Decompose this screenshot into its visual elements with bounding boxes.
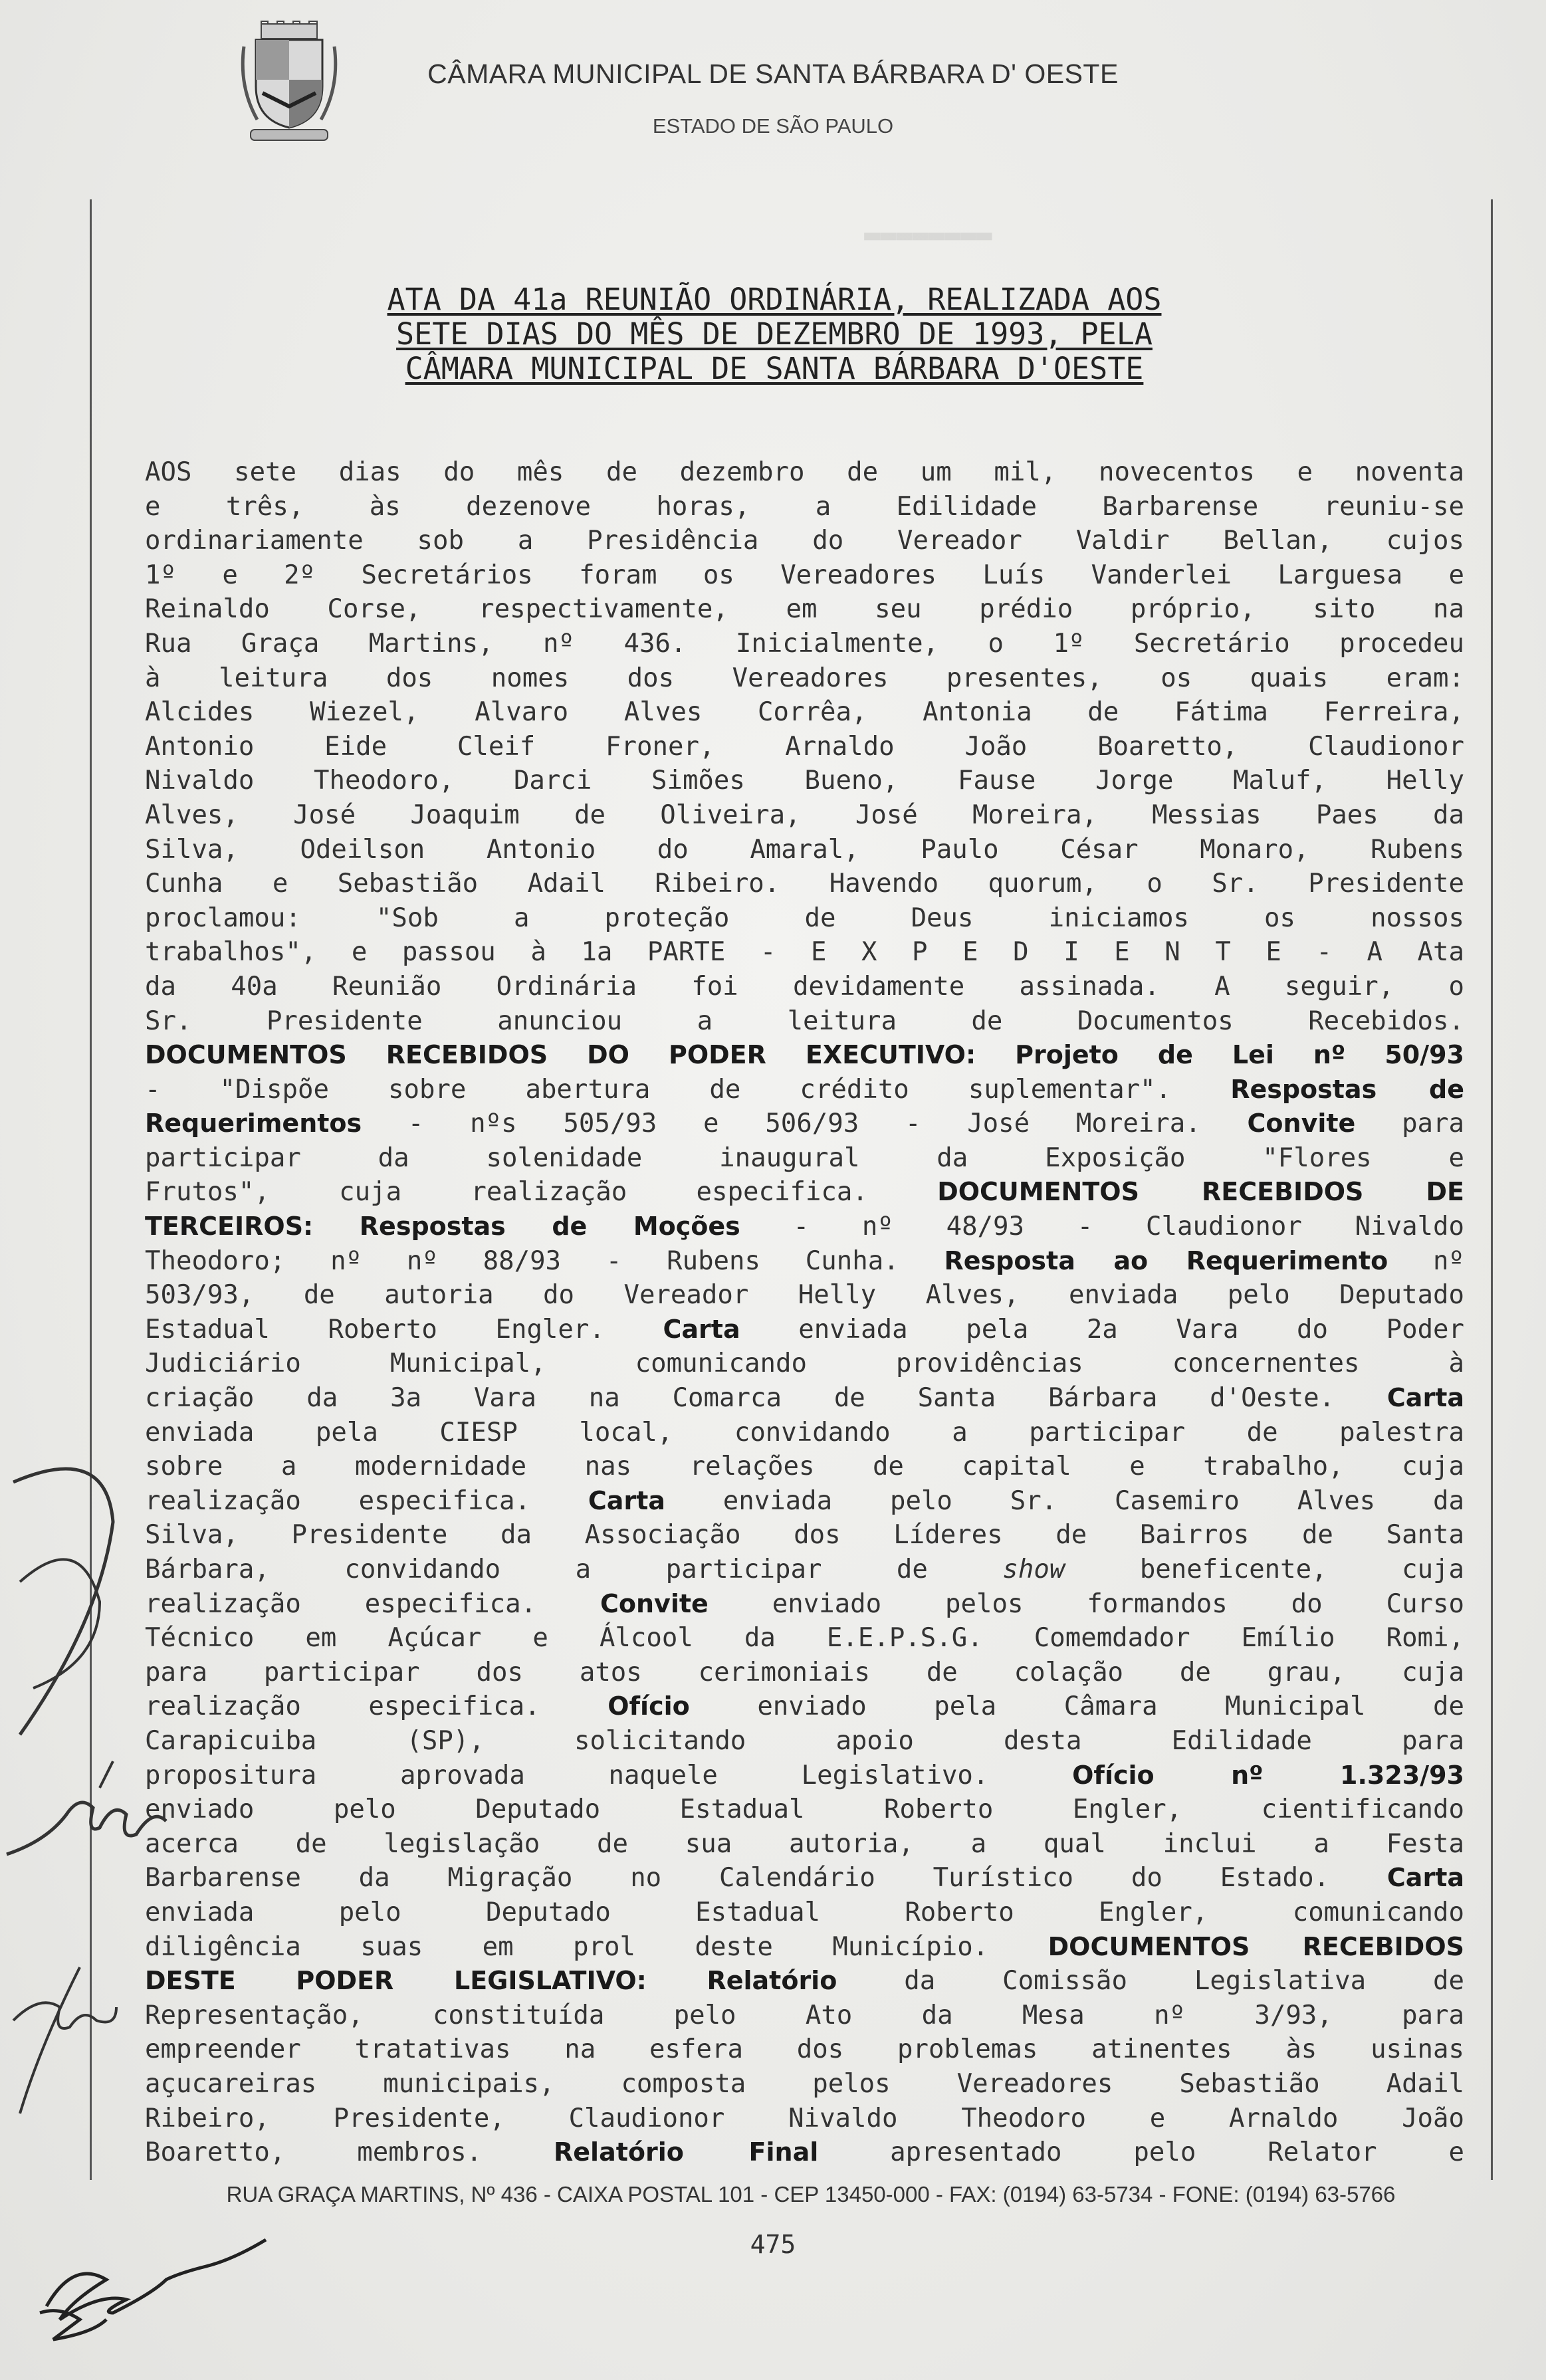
text-segment: Judiciário Municipal, comunicando providências concernentes à: [145, 1349, 1464, 1379]
body-line: [145, 1278, 1464, 1313]
text-segment: criação da 3a Vara na Comarca de Santa Bárbara d'Oeste.: [145, 1383, 1387, 1414]
body-line: [145, 1073, 1464, 1107]
bold-text: Carta: [1386, 1863, 1464, 1893]
body-line: [145, 1484, 1464, 1519]
text-segment: realização especifica.: [145, 1588, 600, 1619]
body-line: [145, 695, 1464, 730]
text-segment: empreender tratativas na esfera dos problemas atinentes às usinas: [145, 2034, 1464, 2065]
body-line: [145, 1930, 1464, 1965]
body-line: [145, 935, 1464, 970]
text-segment: à leitura dos nomes dos Vereadores presentes, os quais eram:: [145, 663, 1464, 693]
bold-text: DOCUMENTOS RECEBIDOS DE: [937, 1177, 1464, 1207]
body-line: [145, 592, 1464, 627]
body-line: [145, 1861, 1464, 1895]
text-segment: - nºs 505/93 e 506/93 - José Moreira.: [362, 1109, 1248, 1139]
body-line: [145, 2135, 1464, 2170]
text-segment: Sr. Presidente anunciou a leitura de Documentos Recebidos.: [145, 1006, 1464, 1036]
text-segment: 503/93, de autoria do Vereador Helly Alves, enviada pelo Deputado: [145, 1280, 1464, 1311]
body-line: [145, 1347, 1464, 1381]
bold-text: Carta: [663, 1314, 740, 1344]
footer-address: RUA GRAÇA MARTINS, Nº 436 - CAIXA POSTAL 101 - CEP 13450-000 - FAX: (0194) 63-5734 - FONE: (0194) 63-5766: [226, 2182, 1396, 2207]
body-line: [145, 1107, 1464, 1141]
text-segment: Silva, Presidente da Associação dos Líderes de Bairros de Santa: [145, 1520, 1464, 1551]
text-segment: Silva, Odeilson Antonio do Amaral, Paulo César Monaro, Rubens: [145, 834, 1464, 865]
body-line: [145, 661, 1464, 696]
body-line: [145, 524, 1464, 558]
body-line: [145, 1553, 1464, 1587]
body-line: [145, 764, 1464, 798]
text-segment: - "Dispõe sobre abertura de crédito suplementar".: [145, 1074, 1231, 1105]
body-line: [145, 1210, 1464, 1244]
body-line: [145, 2067, 1464, 2102]
text-segment: - nº 48/93 - Claudionor Nivaldo: [740, 1212, 1464, 1242]
text-segment: enviado pelos formandos do Curso: [708, 1588, 1464, 1619]
text-segment: para: [1355, 1109, 1464, 1139]
text-segment: beneficente, cuja: [1065, 1555, 1464, 1584]
body-line: [145, 1621, 1464, 1656]
bold-text: DESTE PODER LEGISLATIVO: Relatório: [145, 1966, 837, 1996]
bold-text: Respostas de: [1230, 1074, 1464, 1104]
bold-text: Requerimentos: [145, 1109, 362, 1138]
text-segment: enviado pela Câmara Municipal de: [689, 1691, 1464, 1722]
bold-text: Relatório Final: [554, 2137, 819, 2167]
text-segment: Carapicuiba (SP), solicitando apoio desta Edilidade para: [145, 1725, 1464, 1756]
text-segment: enviada pelo Sr. Casemiro Alves da: [665, 1485, 1464, 1516]
text-segment: 1º e 2º Secretários foram os Vereadores Luís Vanderlei Larguesa e: [145, 560, 1464, 590]
text-segment: Nivaldo Theodoro, Darci Simões Bueno, Fause Jorge Maluf, Helly: [145, 766, 1464, 796]
body-line: [145, 867, 1464, 901]
body-line: [145, 798, 1464, 833]
header-title: CÂMARA MUNICIPAL DE SANTA BÁRBARA D' OESTE: [427, 58, 1119, 89]
text-segment: Theodoro; nº nº 88/93 - Rubens Cunha.: [145, 1245, 944, 1276]
body-line: [145, 1792, 1464, 1827]
bold-text: Ofício: [607, 1691, 690, 1721]
body-line: [145, 1038, 1464, 1073]
body-line: [145, 1450, 1464, 1484]
text-segment: Ribeiro, Presidente, Claudionor Nivaldo Theodoro e Arnaldo João: [145, 2103, 1464, 2133]
text-segment: realização especifica.: [145, 1485, 588, 1516]
text-segment: sobre a modernidade nas relações de capital e trabalho, cuja: [145, 1452, 1464, 1482]
document-title-line: SETE DIAS DO MÊS DE DEZEMBRO DE 1993, PELA: [396, 316, 1153, 352]
body-line: [145, 833, 1464, 867]
text-segment: enviada pelo Deputado Estadual Roberto Engler, comunicando: [145, 1897, 1464, 1927]
bold-text: DOCUMENTOS RECEBIDOS DO PODER EXECUTIVO: Projeto de Lei nº 50/93: [145, 1040, 1464, 1070]
text-segment: enviada pela 2a Vara do Poder: [740, 1314, 1464, 1345]
text-segment: enviada pela CIESP local, convidando a participar de palestra: [145, 1417, 1464, 1448]
bleed-through-text: ▬▬▬▬▬▬▬▬: [864, 219, 992, 250]
right-margin-line: [1491, 199, 1493, 2180]
text-segment: Barbarense da Migração no Calendário Turístico do Estado.: [145, 1863, 1387, 1893]
text-segment: ordinariamente sob a Presidência do Vereador Valdir Bellan, cujos: [145, 526, 1464, 556]
body-line: [145, 1175, 1464, 1210]
text-segment: acerca de legislação de sua autoria, a qual inclui a Festa: [145, 1828, 1464, 1859]
body-line: [145, 490, 1464, 524]
body-line: [145, 558, 1464, 593]
bold-text: Resposta ao Requerimento: [944, 1245, 1388, 1275]
italic-text: show: [1002, 1555, 1065, 1584]
body-line: [145, 1518, 1464, 1553]
text-segment: diligência suas em prol deste Município.: [145, 1931, 1048, 1962]
document-title: [166, 282, 1382, 386]
bold-text: DOCUMENTOS RECEBIDOS: [1048, 1931, 1464, 1961]
body-line: [145, 1999, 1464, 2033]
body-line: [145, 1244, 1464, 1279]
bold-text: Ofício nº 1.323/93: [1072, 1760, 1464, 1790]
body-line: [145, 627, 1464, 661]
body-line: [145, 1689, 1464, 1724]
header-subtitle: ESTADO DE SÃO PAULO: [652, 114, 894, 138]
document-title-line: CÂMARA MUNICIPAL DE SANTA BÁRBARA D'OESTE: [405, 351, 1144, 386]
text-segment: e três, às dezenove horas, a Edilidade Barbarense reuniu-se: [145, 491, 1464, 522]
text-segment: Frutos", cuja realização especifica.: [145, 1177, 938, 1208]
text-segment: Alves, José Joaquim de Oliveira, José Moreira, Messias Paes da: [145, 800, 1464, 830]
text-segment: Cunha e Sebastião Adail Ribeiro. Havendo quorum, o Sr. Presidente: [145, 869, 1464, 899]
text-segment: Boaretto, membros.: [145, 2137, 554, 2168]
body-line: [145, 1759, 1464, 1793]
body-line: [145, 1895, 1464, 1930]
text-segment: Rua Graça Martins, nº 436. Inicialmente, o 1º Secretário procedeu: [145, 628, 1464, 659]
bold-text: TERCEIROS: Respostas de Moções: [145, 1212, 740, 1242]
text-segment: Técnico em Açúcar e Álcool da E.E.P.S.G. Comemdador Emílio Romi,: [145, 1623, 1464, 1654]
body-line: [145, 1141, 1464, 1176]
body-line: [145, 1416, 1464, 1450]
minutes-body: [145, 455, 1464, 2170]
text-segment: da 40a Reunião Ordinária foi devidamente assinada. A seguir, o: [145, 971, 1464, 1002]
body-line: [145, 1656, 1464, 1690]
text-segment: proclamou: "Sob a proteção de Deus iniciamos os nossos: [145, 903, 1464, 933]
body-line: [145, 1004, 1464, 1039]
left-margin-line: [90, 199, 92, 2180]
text-segment: nº: [1388, 1245, 1464, 1276]
text-segment: Alcides Wiezel, Alvaro Alves Corrêa, Antonia de Fátima Ferreira,: [145, 697, 1464, 728]
text-segment: trabalhos", e passou à 1a PARTE - E X P E D I E N T E - A Ata: [145, 937, 1464, 968]
body-line: [145, 1964, 1464, 1999]
document-title-line: ATA DA 41a REUNIÃO ORDINÁRIA, REALIZADA AOS: [387, 282, 1162, 317]
text-segment: Bárbara, convidando a participar de: [145, 1555, 1003, 1584]
bold-text: Convite: [600, 1588, 709, 1618]
text-segment: da Comissão Legislativa de: [837, 1966, 1464, 1997]
text-segment: açucareiras municipais, composta pelos Vereadores Sebastião Adail: [145, 2068, 1464, 2099]
text-segment: para participar dos atos cerimoniais de colação de grau, cuja: [145, 1657, 1464, 1687]
body-line: [145, 1724, 1464, 1759]
text-segment: Antonio Eide Cleif Froner, Arnaldo João Boaretto, Claudionor: [145, 731, 1464, 762]
text-segment: Reinaldo Corse, respectivamente, em seu prédio próprio, sito na: [145, 594, 1464, 625]
text-segment: enviado pelo Deputado Estadual Roberto Engler, cientificando: [145, 1794, 1464, 1825]
text-segment: Estadual Roberto Engler.: [145, 1314, 663, 1345]
text-segment: propositura aprovada naquele Legislativo.: [145, 1760, 1073, 1790]
body-line: [145, 970, 1464, 1004]
body-line: [145, 730, 1464, 764]
text-segment: participar da solenidade inaugural da Exposição "Flores e: [145, 1142, 1464, 1173]
body-line: [145, 1587, 1464, 1622]
body-line: [145, 901, 1464, 936]
body-line: [145, 2102, 1464, 2136]
bold-text: Carta: [588, 1485, 665, 1515]
page-number: 475: [750, 2230, 796, 2259]
bold-text: Carta: [1386, 1383, 1464, 1413]
body-line: [145, 2032, 1464, 2067]
body-line: [145, 455, 1464, 490]
bold-text: Convite: [1247, 1109, 1356, 1138]
body-line: [145, 1381, 1464, 1416]
text-segment: apresentado pelo Relator e: [818, 2137, 1464, 2168]
body-line: [145, 1827, 1464, 1862]
text-segment: AOS sete dias do mês de dezembro de um mil, novecentos e noventa: [145, 457, 1464, 487]
body-line: [145, 1313, 1464, 1347]
text-segment: Representação, constituída pelo Ato da Mesa nº 3/93, para: [145, 2000, 1464, 2030]
text-segment: realização especifica.: [145, 1691, 608, 1722]
